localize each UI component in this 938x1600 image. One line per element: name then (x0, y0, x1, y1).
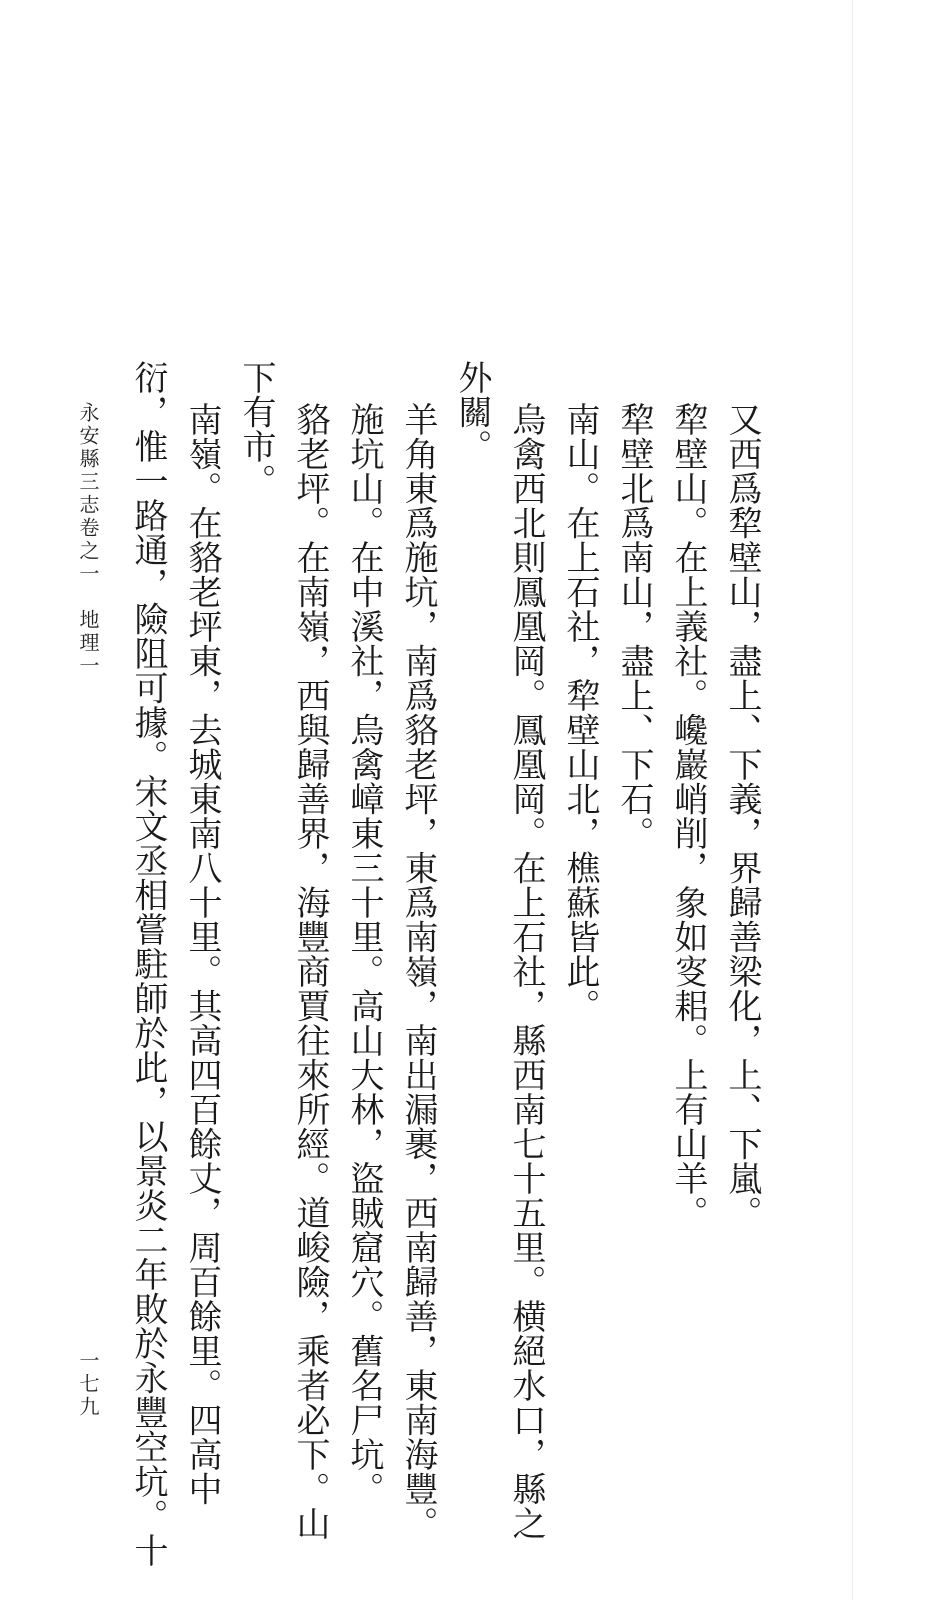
text-column-12: 衍，惟一路通，險阻可據。宋文丞相嘗駐師於此，以景炎二年敗於永豐空坑。十 (128, 360, 168, 1568)
page-number: 一七九 (76, 1350, 100, 1419)
text-column-9: 貉老坪。在南嶺，西與歸善界，海豐商賈往來所經。道峻險，乘者必下。山 (290, 402, 330, 1541)
text-column-1: 又西爲犂壁山，盡上、下義，界歸善梁化，上、下嵐。 (722, 402, 762, 1230)
text-column-11: 南嶺。在貉老坪東，去城東南八十里。其高四百餘丈，周百餘里。四高中 (182, 402, 222, 1506)
text-column-7: 羊角東爲施坑，南爲貉老坪，東爲南嶺，南出漏裹，西南歸善，東南海豐。 (398, 402, 438, 1541)
text-column-2: 犂壁山。在上義社。巉巖峭削，象如叜耜。上有山羊。 (668, 402, 708, 1230)
text-column-6: 外關。 (452, 360, 492, 464)
text-column-3: 犂壁北爲南山，盡上、下石。 (614, 402, 654, 851)
text-column-5: 烏禽西北則鳳凰岡。鳳凰岡。在上石社，縣西南七十五里。横絕水口，縣之 (506, 402, 546, 1541)
running-title: 永安縣三志卷之一 地理一 (76, 402, 100, 678)
page-edge-line (852, 0, 853, 1600)
text-column-4: 南山。在上石社，犂壁山北，樵蘇皆此。 (560, 402, 600, 1023)
text-column-8: 施坑山。在中溪社，烏禽嶂東三十里。高山大林，盜賊窟穴。舊名尸坑。 (344, 402, 384, 1506)
text-column-10: 下有市。 (236, 360, 276, 498)
